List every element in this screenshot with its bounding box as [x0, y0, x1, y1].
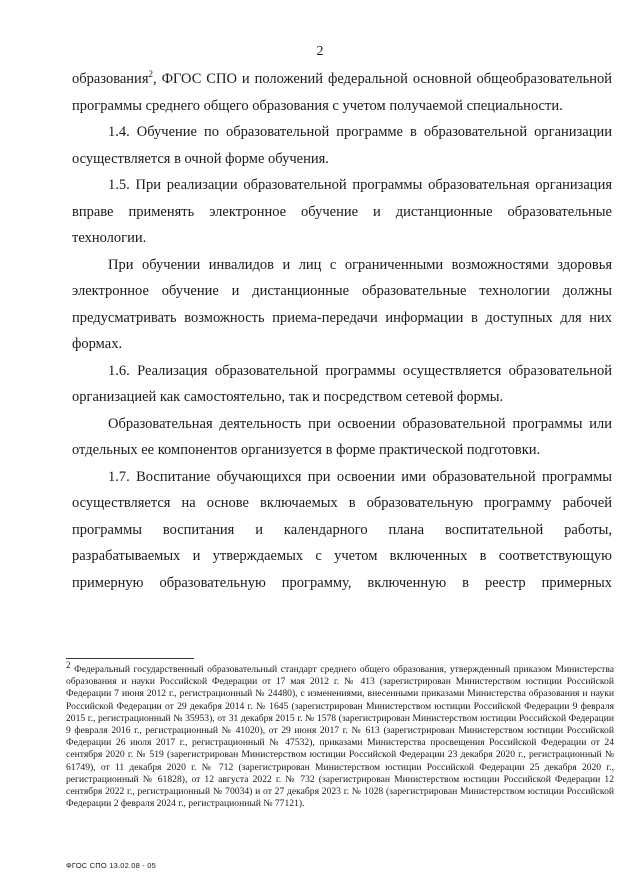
footer-code: ФГОС СПО 13.02.08 - 05	[66, 861, 157, 870]
paragraph-text: образования	[72, 71, 149, 87]
footnote-mark: 2	[66, 659, 71, 670]
paragraph-text: , ФГОС СПО и положений федеральной основной общеобразовательной программы среднего общего образования с учетом получаемой специальности.	[72, 71, 612, 114]
paragraph-practical-training: Образовательная деятельность при освоении образовательной программы или отдельных ее компонентов организуется в форме практической подготовки.	[72, 415, 612, 458]
footnote-text: Федеральный государственный образовательный стандарт среднего общего образования, утвержденный приказом Министерства образования и науки Российской Федерации от 17 мая 2012 г. № 413 (зарегистрирован Министерством юстиции Российской Федерации 7 июня 2012 г., регистрационный № 24480), с изменениями, внесенными приказами Министерства образования и науки Российской Федерации от 29 декабря 2014 г. № 1645 (зарегистрирован Министерством юстиции Российской Федерации 9 февраля 2015 г., регистрационный № 35953), от 31 декабря 2015 г. № 1578 (зарегистрирован Министерством юстиции Российской Федерации 9 февраля 2016 г., регистрационный № 41020), от 29 июня 2017 г. № 613 (зарегистрирован Министерством юстиции Российской Федерации 26 июля 2017 г., регистрационный № 47532), приказами Министерства просвещения Российской Федерации от 24 сентября 2020 г. № 519 (зарегистрирован Министерством юстиции Российской Федерации 23 декабря 2020 г., регистрационный № 61749), от 11 декабря 2020 г. № 712 (зарегистрирован Министерством юстиции Российской Федерации 25 декабря 2020 г., регистрационный № 61828), от 12 августа 2022 г. № 732 (зарегистрирован Министерством юстиции Российской Федерации 12 сентября 2022 г., регистрационный № 70034) и от 27 декабря 2023 г. № 1028 (зарегистрирован Министерством юстиции Российской Федерации 2 февраля 2024 г., регистрационный № 77121).	[66, 664, 614, 810]
paragraph-continuation	[72, 66, 612, 119]
paragraph-1-5: 1.5. При реализации образовательной программы образовательная организация вправе применять электронное обучение и дистанционные образовательные технологии.	[72, 177, 612, 246]
paragraph-1-6: 1.6. Реализация образовательной программы осуществляется образовательной организацией как самостоятельно, так и посредством сетевой формы.	[72, 362, 612, 405]
paragraph-disabilities: При обучении инвалидов и лиц с ограниченными возможностями здоровья электронное обучение и дистанционные образовательные технологии должны предусматривать возможность приема-передачи информации в доступных для них формах.	[72, 256, 612, 352]
page-number: 2	[316, 44, 324, 59]
paragraph-1-7: 1.7. Воспитание обучающихся при освоении ими образовательной программы осуществляется на основе включаемых в образовательную программу рабочей программы воспитания и календарного плана воспитательной работы, разрабатываемых и утверждаемых с учетом включенных в соответствующую примерную образовательную программу, включенную в реестр примерных	[72, 468, 612, 591]
footnote	[66, 659, 614, 810]
document-body	[72, 66, 612, 596]
footnote-separator	[66, 658, 194, 659]
footnote-reference: 2	[148, 69, 153, 80]
paragraph-1-4: 1.4. Обучение по образовательной программе в образовательной организации осуществляется в очной форме обучения.	[72, 124, 612, 167]
